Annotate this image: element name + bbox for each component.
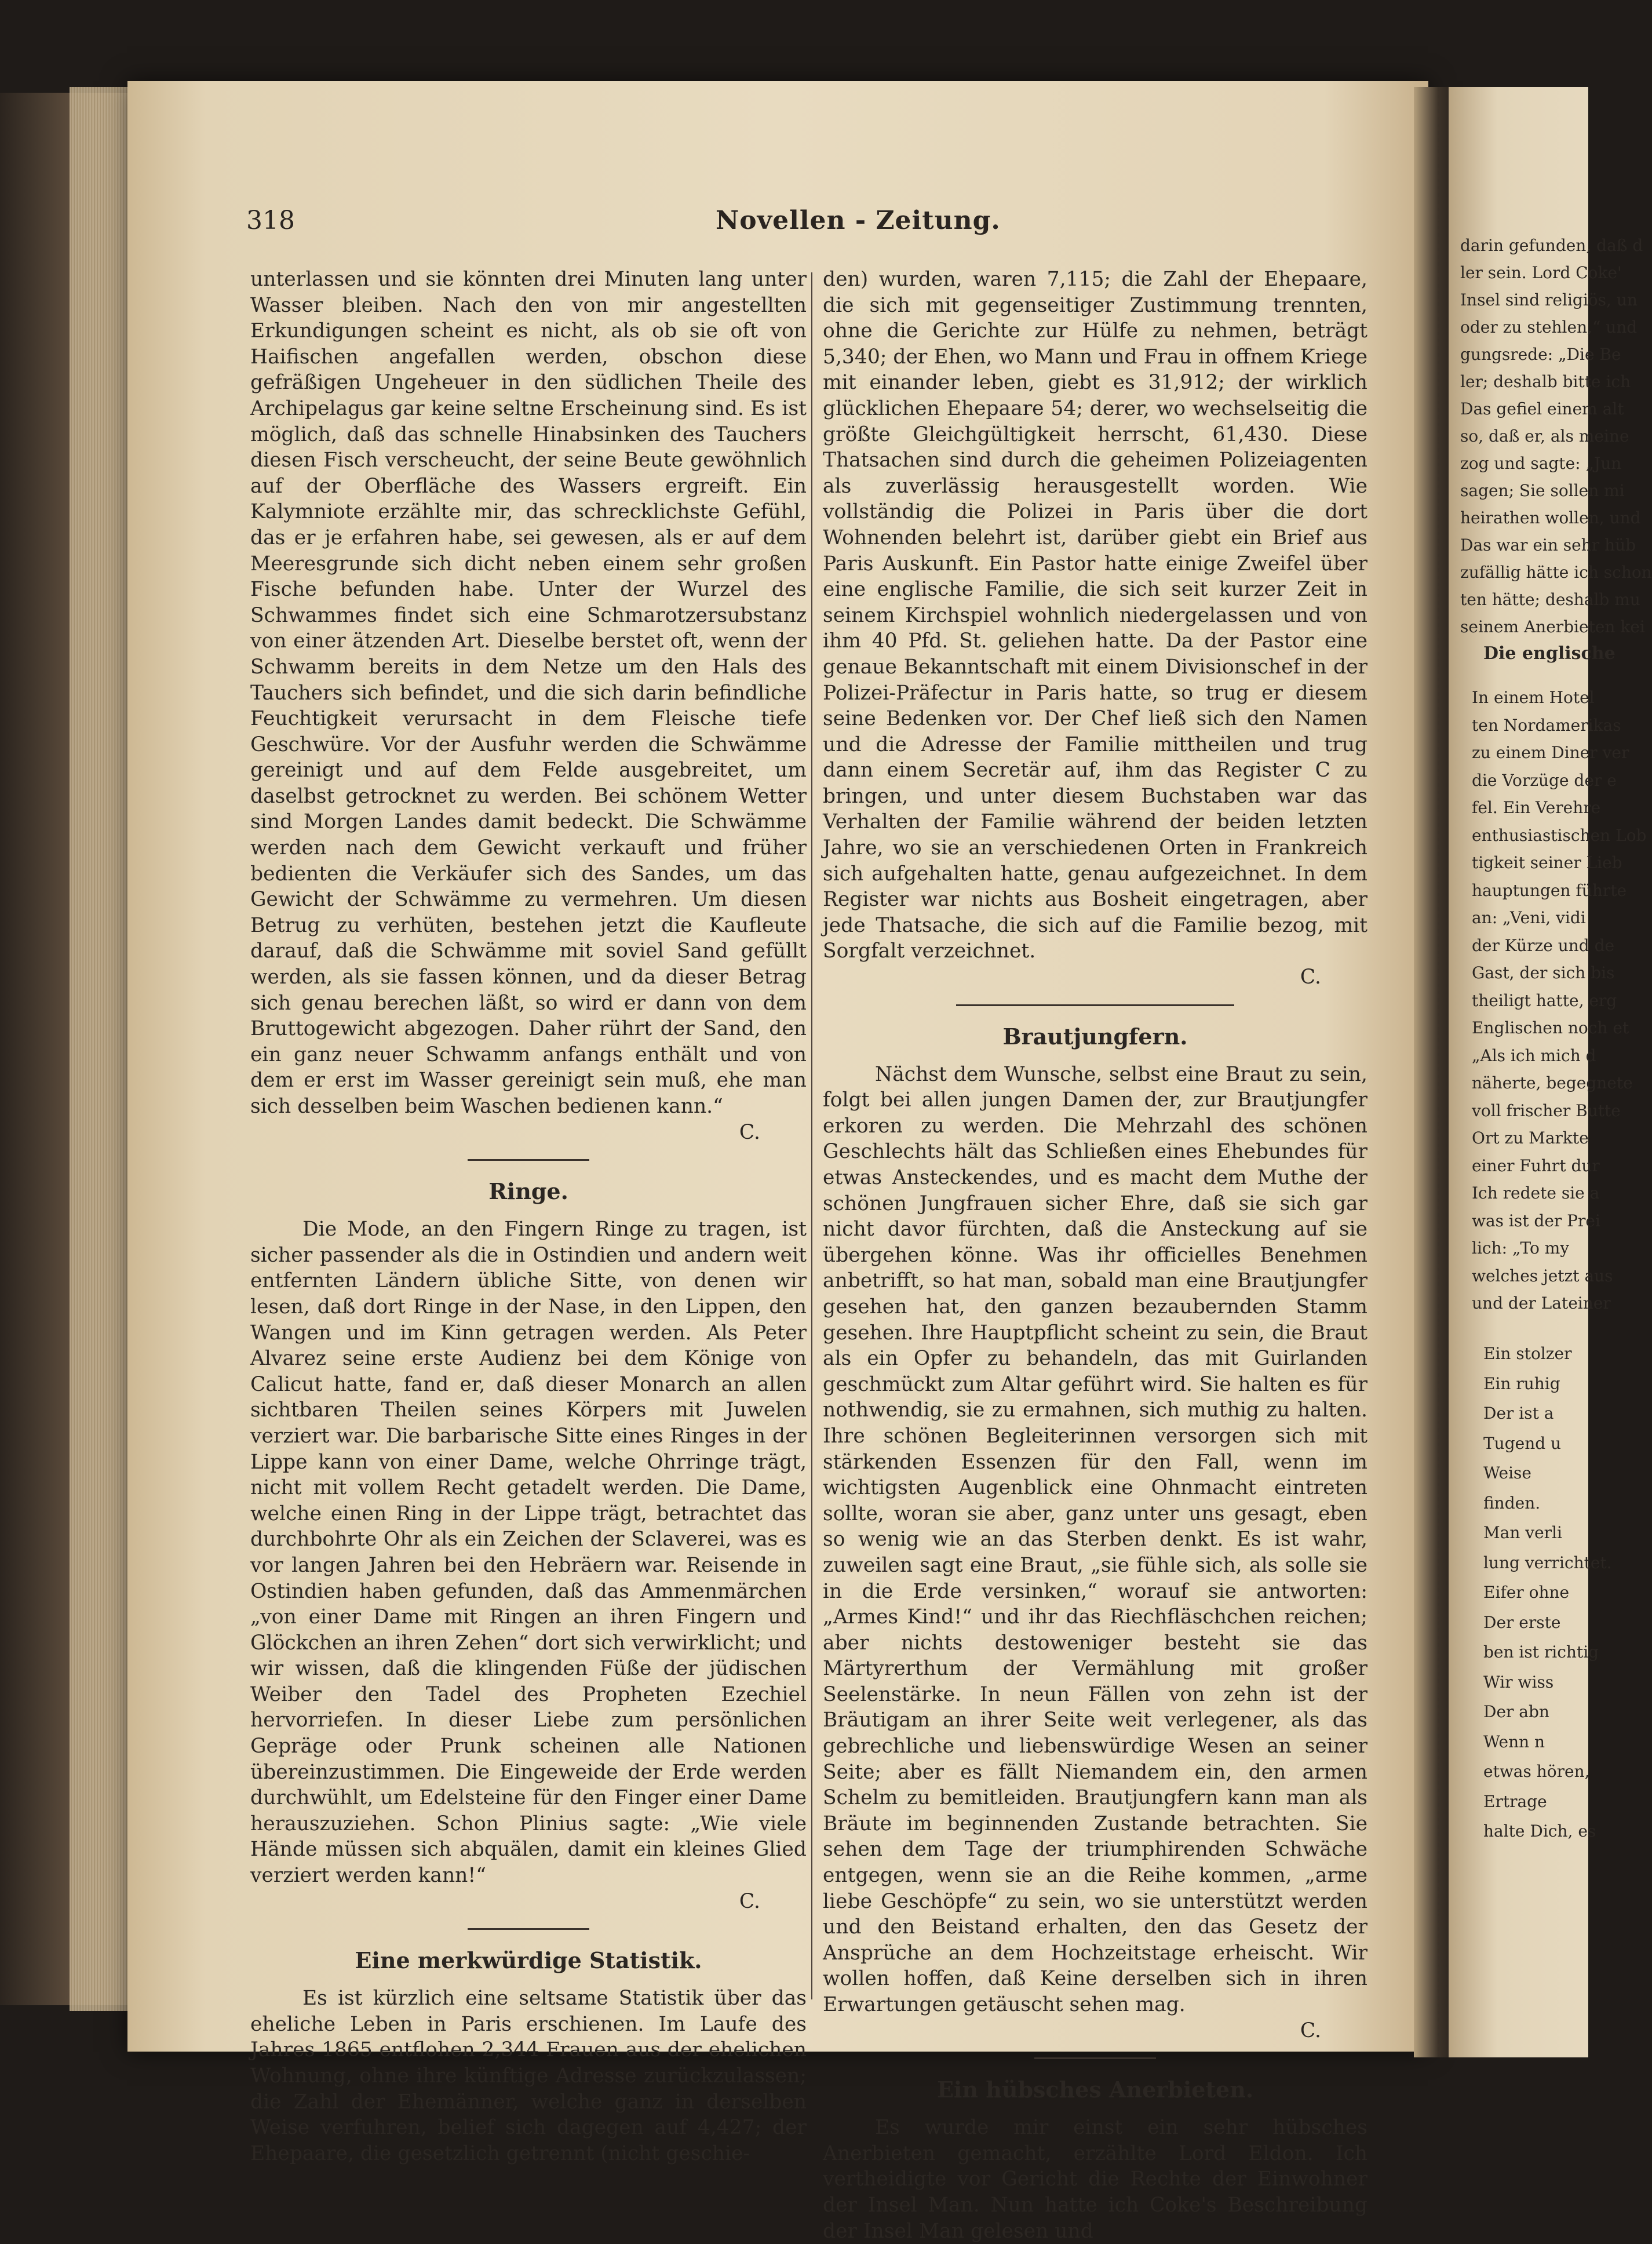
facing-line: fel. Ein Verehre [1472,798,1601,817]
facing-line: der Kürze und de [1472,935,1615,955]
facing-line: zufällig hätte ich schon [1460,563,1652,582]
facing-line: Wenn n [1483,1732,1545,1751]
section-separator [468,1928,589,1930]
facing-line: die Vorzüge der e [1472,770,1617,790]
article-signature: C. [739,1120,760,1144]
facing-line: lich: „To my [1472,1238,1570,1258]
facing-line: und der Lateiner [1472,1294,1611,1313]
article-paragraph: unterlassen und sie könnten drei Minuten lang unter Wasser bleiben. Nach den von mir angestellten Erkundigungen scheint es nicht, als ob sie oft von Haifischen angefallen werden, obschon diese gefräßigen Ungeheuer in den südlichen Theile des Archipelagus gar keine seltne Erscheinung sind. Es ist möglich, daß das schnelle Hinabsinken des Tauchers diesen Fisch verscheucht, der seine Beute gewöhnlich auf der Oberfläche des Wassers ergreift. Ein Kalymniote erzählte mir, das schrecklichste Gefühl, das er je erfahren habe, sei gewesen, als er auf dem Meeresgrunde sich dicht neben einem sehr großen Fische befunden habe. Unter der Wurzel des Schwammes findet sich eine Schmarotzersubstanz von einer ätzenden Art. Dieselbe berstet oft, wenn der Schwamm bereits in dem Netze um den Hals des Tauchers sich befindet, und die sich darin befindliche Feuchtigkeit verursacht in dem Fleische tiefe Geschwüre. Vor der Ausfuhr werden die Schwämme gereinigt und auf dem Felde ausgebreitet, um daselbst getrocknet zu werden. Bei schönem Wetter sind Morgen Landes damit bedeckt. Die Schwämme werden nach dem Gewicht verkauft und früher bedienten die Verkäufer sich des Sandes, um das Gewicht der Schwämme zu vermehren. Um diesen Betrug zu verhüten, bestehen jetzt die Kaufleute darauf, daß die Schwämme mit soviel Sand gefüllt werden, als sie fassen können, und da dieser Betrag sich genau berechen läßt, so wird er dann von dem Bruttogewicht abgezogen. Daher rührt der Sand, den ein ganz neuer Schwamm anfangs enthält und von dem er erst im Wasser gereinigt sein muß, ehe man sich desselben beim Waschen bedienen kann.“ [250,268,807,1118]
facing-line: gungsrede: „Die Be [1460,345,1621,364]
facing-line: tigkeit seiner Lieb [1472,853,1622,872]
facing-page-heading: Die englische [1483,643,1615,664]
right-column [823,267,1367,2244]
article-paragraph: den) wurden, waren 7,115; die Zahl der Ehepaare, die sich mit gegenseitiger Zustimmung trennten, ohne die Gerichte zur Hülfe zu nehmen, beträgt 5,340; der Ehen, wo Mann und Frau in offnem Kriege mit einander leben, giebt es 31,912; der wirklich glücklichen Ehepaare 54; derer, wo wechselseitig die größte Gleichgültigkeit herrscht, 61,430. Diese Thatsachen sind durch die geheimen Polizeiagenten als zuverlässig herausgestellt worden. Wie vollständig die Polizei in Paris über die dort Wohnenden belehrt ist, darüber giebt ein Brief aus Paris Auskunft. Ein Pastor hatte einige Zweifel über eine englische Familie, die sich seit kurzer Zeit in seinem Kirchspiel wohnlich niedergelassen und von ihm 40 Pfd. St. geliehen hatte. Da der Pastor eine genaue Bekanntschaft mit einem Divisionschef in der Polizei-Präfectur in Paris hatte, so trug er diesem seine Bedenken vor. Der Chef ließ sich den Namen und die Adresse der Familie mittheilen und trug dann einem Secretär auf, ihm das Register C zu bringen, und unter diesem Buchstaben war das Verhalten der Familie während der beiden letzten Jahre, wo sie an verschiedenen Orten in Frankreich sich aufgehalten hatte, genau aufgezeichnet. In dem Register war nichts aus Bosheit eingetragen, aber jede Thatsache, die sich auf die Familie bezog, mit Sorgfalt verzeichnet. [823,268,1367,963]
facing-line: Das gefiel einem alt [1460,399,1624,418]
article-paragraph: Die Mode, an den Fingern Ringe zu tragen, ist sicher passender als die in Ostindien und andern weit entfernten Ländern übliche Sitte, von denen wir lesen, daß dort Ringe in der Nase, in den Lippen, den Wangen und im Kinn getragen werden. Als Peter Alvarez seine erste Audienz bei dem Könige von Calicut hatte, fand er, daß dieser Monarch an allen sichtbaren Theilen seines Körpers mit Juwelen verziert war. Die barbarische Sitte eines Ringes in der Lippe kann von einer Dame, welche Ohrringe trägt, nicht mit vollem Recht getadelt werden. Die Dame, welche einen Ring in der Lippe trägt, betrachtet das durchbohrte Ohr als ein Zeichen der Sclaverei, was es vor langen Jahren bei den Hebräern war. Reisende in Ostindien haben gefunden, daß das Ammenmärchen „von einer Dame mit Ringen an ihren Fingern und Glöckchen an ihren Zehen“ dort sich verwirklicht; und wir wissen, daß die klingenden Füße der jüdischen Weiber den Tadel des Propheten Ezechiel hervorriefen. In dieser Liebe zum persönlichen Gepräge oder Prunk scheinen alle Nationen übereinzustimmen. Die Eingeweide der Erde werden durchwühlt, um Edelsteine für den Finger einer Dame herauszuziehen. Schon Plinius sagte: „Wie viele Hände müssen sich abquälen, damit ein kleines Glied verziert werden kann!“ [250,1218,807,1888]
section-separator [956,1004,1234,1006]
facing-page-top-text [1460,232,1652,640]
article-heading: Ein hübsches Anerbieten. [936,2077,1254,2103]
article-heading: Ringe. [488,1178,568,1205]
facing-line: enthusiastischen Lob [1472,825,1647,845]
facing-line: hauptungen führte [1472,880,1627,900]
facing-line: näherte, begegnete [1472,1073,1633,1092]
article-paragraph: Nächst dem Wunsche, selbst eine Braut zu sein, folgt bei allen jungen Damen der, zur Brautjungfer erkoren zu werden. Die Mehrzahl des schönen Geschlechts hält das Schließen eines Ehebundes für etwas Ansteckendes, und es macht dem Muthe der schönen Jungfrauen sicher Ehre, daß sie sich gar nicht davor fürchten, daß die Ansteckung auf sie übergehen könne. Was ihr officielles Benehmen anbetrifft, so hat man, sobald man eine Brautjungfer gesehen hat, den ganzen bezaubernden Stamm gesehen. Ihre Hauptpflicht scheint zu sein, die Braut als ein Opfer zu behandeln, das mit Guirlanden geschmückt zum Altar geführt wird. Sie halten es für nothwendig, sie zu ermahnen, sich muthig zu halten. Ihre schönen Begleiterinnen versorgen sich mit stärkenden Essenzen für den Fall, wenn im wichtigsten Augenblick eine Ohnmacht eintreten sollte, woran sie aber, ganz unter uns gesagt, eben so wenig wie an das Sterben denkt. Es ist wahr, zuweilen sagt eine Braut, „sie fühle sich, als solle sie in die Erde versinken,“ worauf sie antworten: „Armes Kind!“ und ihr das Riechfläschchen reichen; aber nichts destoweniger besteht sie das Märtyrerthum der Vermählung mit großer Seelenstärke. In neun Fällen von zehn ist der Bräutigam an ihrer Seite weit verlegener, als das gebrechliche und liebenswürdige Wesen an seiner Seite; aber es fällt Niemandem ein, den armen Schelm zu bemitleiden. Brautjungfern kann man als Bräute im beginnenden Zustande betrachten. Sie sehen dem Tage der triumphirenden Schwäche entgegen, wenn sie an die Reihe kommen, „arme liebe Geschöpfe“ zu sein, wo sie unterstützt werden und den Beistand erhalten, den das Gesetz der Ansprüche an dem Hochzeitstage erheischt. Wir wollen hoffen, daß Keine derselben sich in ihren Erwartungen getäuscht sehen mag. [823,1062,1367,2016]
facing-line: Wir wiss [1483,1672,1554,1692]
facing-line: Ich redete sie a [1472,1183,1600,1203]
facing-line: ler; deshalb bitte ich [1460,372,1631,391]
facing-line: Das war ein sehr hüb [1460,536,1636,555]
facing-line: heirathen wollen, und [1460,508,1641,527]
page-edges [70,87,133,2011]
column-divider [811,272,812,1999]
article-heading: Eine merkwürdige Statistik. [355,1947,702,1974]
facing-line: Der abn [1483,1702,1549,1721]
facing-line: Insel sind religiös, un [1460,290,1638,309]
facing-line: Der ist a [1483,1404,1554,1423]
page-number: 318 [246,206,295,235]
facing-line: sagen; Sie sollen mi [1460,481,1625,500]
facing-line: halte Dich, es [1483,1822,1596,1841]
facing-line: Ertrage [1483,1791,1547,1811]
running-title: Novellen - Zeitung. [716,206,1001,235]
facing-line: so, daß er, als meine [1460,427,1629,446]
facing-line: ler sein. Lord Coke' [1460,263,1622,282]
facing-line: darin gefunden, daß d [1460,236,1643,255]
facing-line: ben ist richtig [1483,1642,1599,1662]
facing-line: etwas hören, [1483,1762,1590,1781]
facing-page-mid-text [1472,684,1647,1317]
facing-line: Tugend u [1483,1433,1562,1453]
section-separator [1034,2057,1156,2059]
facing-line: oder zu stehlen,“ und [1460,318,1638,337]
facing-line: finden. [1483,1493,1541,1513]
facing-page-lower-text [1483,1339,1612,1846]
article-heading: Brautjungfern. [1002,1023,1188,1050]
facing-line: zu einem Diner ver [1472,743,1629,762]
facing-line: ten hätte; deshalb mu [1460,590,1640,609]
facing-line: Ein ruhig [1483,1374,1560,1393]
facing-line: Eifer ohne [1483,1583,1570,1602]
facing-line: In einem Hotel [1472,688,1595,707]
article-signature: C. [1300,2019,1321,2042]
facing-line: an: „Veni, vidi [1472,908,1586,927]
facing-line: was ist der Prei [1472,1211,1600,1230]
facing-line: „Als ich mich d [1472,1046,1596,1065]
article-signature: C. [1300,966,1321,989]
facing-line: Der erste [1483,1612,1561,1632]
facing-line: einer Fuhrt dur [1472,1156,1600,1175]
facing-line: Englischen noch et [1472,1018,1629,1037]
article-paragraph: Es wurde mir einst ein sehr hübsches Anerbieten gemacht, erzählte Lord Eldon. Ich vertheidigte vor Gericht die Rechte der Einwohner der Insel Man. Nun hatte ich Coke's Beschreibung der Insel Man gelesen und [823,2116,1367,2243]
facing-line: theiligt hatte, erg [1472,990,1617,1010]
facing-page [1449,87,1652,2057]
facing-line: welches jetzt aus [1472,1266,1613,1285]
article-paragraph: Es ist kürzlich eine seltsame Statistik über das eheliche Leben in Paris erschienen. Im Laufe des Jahres 1865 entflohen 2,344 Frauen aus der ehelichen Wohnung, ohne ihre künftige Adresse zurückzulassen; die Zahl der Ehemänner, welche ganz in derselben Weise verfuhren, belief sich dagegen auf 4,427; der Ehepaare, die gesetzlich getrennt (nicht geschie- [250,1987,807,2165]
facing-line: ten Nordamerikas [1472,715,1621,735]
facing-line: Weise [1483,1463,1531,1482]
facing-line: zog und sagte: „Jun [1460,454,1622,473]
facing-line: voll frischer Butte [1472,1101,1621,1120]
article-signature: C. [739,1889,760,1913]
facing-line: Man verli [1483,1523,1562,1542]
section-separator [468,1159,589,1161]
facing-line: Gast, der sich bis [1472,963,1615,982]
page-header [246,206,1402,246]
facing-line: seinem Anerbieten kei [1460,617,1645,636]
facing-line: Ein stolzer [1483,1344,1572,1363]
left-column [250,267,807,2166]
facing-line: lung verrichtet. [1483,1553,1612,1572]
facing-line: Ort zu Markte [1472,1128,1589,1148]
